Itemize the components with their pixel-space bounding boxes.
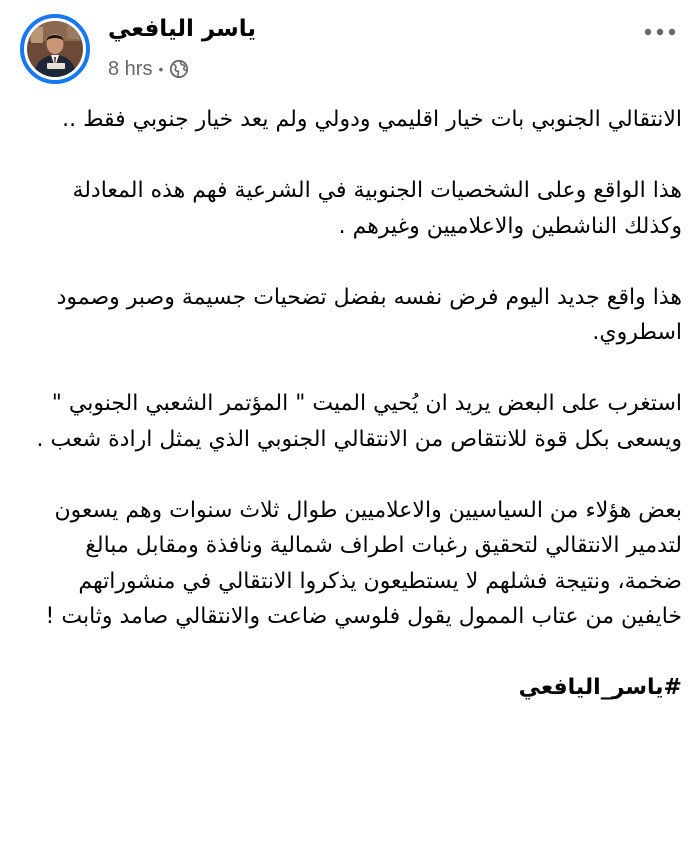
post-header — [0, 0, 700, 96]
post-paragraph: الانتقالي الجنوبي بات خيار اقليمي ودولي ولم يعد خيار جنوبي فقط .. — [62, 107, 682, 132]
author-name[interactable]: ياسر اليافعي — [108, 16, 257, 42]
avatar-photo — [27, 21, 83, 77]
hashtag-link[interactable]: #ياسر_اليافعي — [518, 675, 682, 700]
post-paragraph: استغرب على البعض يريد ان يُحيي الميت " المؤتمر الشعبي الجنوبي " ويسعى بكل قوة للانتقاص من الانتقالي الجنوبي الذي يمثل ارادة شعب . — [36, 391, 682, 452]
more-icon — [642, 27, 678, 37]
meta-separator: • — [158, 61, 164, 77]
author-avatar[interactable] — [20, 14, 90, 84]
post-paragraph: هذا واقع جديد اليوم فرض نفسه بفضل تضحيات جسيمة وصبر وصمود اسطروي. — [56, 284, 682, 345]
post-time[interactable]: 8 hrs — [108, 57, 153, 80]
post-paragraph: بعض هؤلاء من السياسيين والاعلاميين طوال ثلاث سنوات وهم يسعون لتدمير الانتقالي لتحقيق رغبات اطراف شمالية ونافذة ومقابل مبالغ ضخمة، ونتيجة فشلهم لا يستطيعون يذكروا الانتقالي في منشوراتهم خايفين من عتاب الممول يقول فلوسي ضاعت والانتقالي صامد وثابت ! — [45, 497, 682, 629]
post-paragraph: هذا الواقع وعلى الشخصيات الجنوبية في الشرعية فهم هذه المعادلة وكذلك الناشطين والاعلاميين وغيرهم . — [72, 178, 682, 239]
globe-icon[interactable] — [169, 59, 189, 79]
more-options-button[interactable] — [640, 20, 680, 44]
post-body — [18, 102, 682, 706]
post-meta — [108, 56, 189, 82]
